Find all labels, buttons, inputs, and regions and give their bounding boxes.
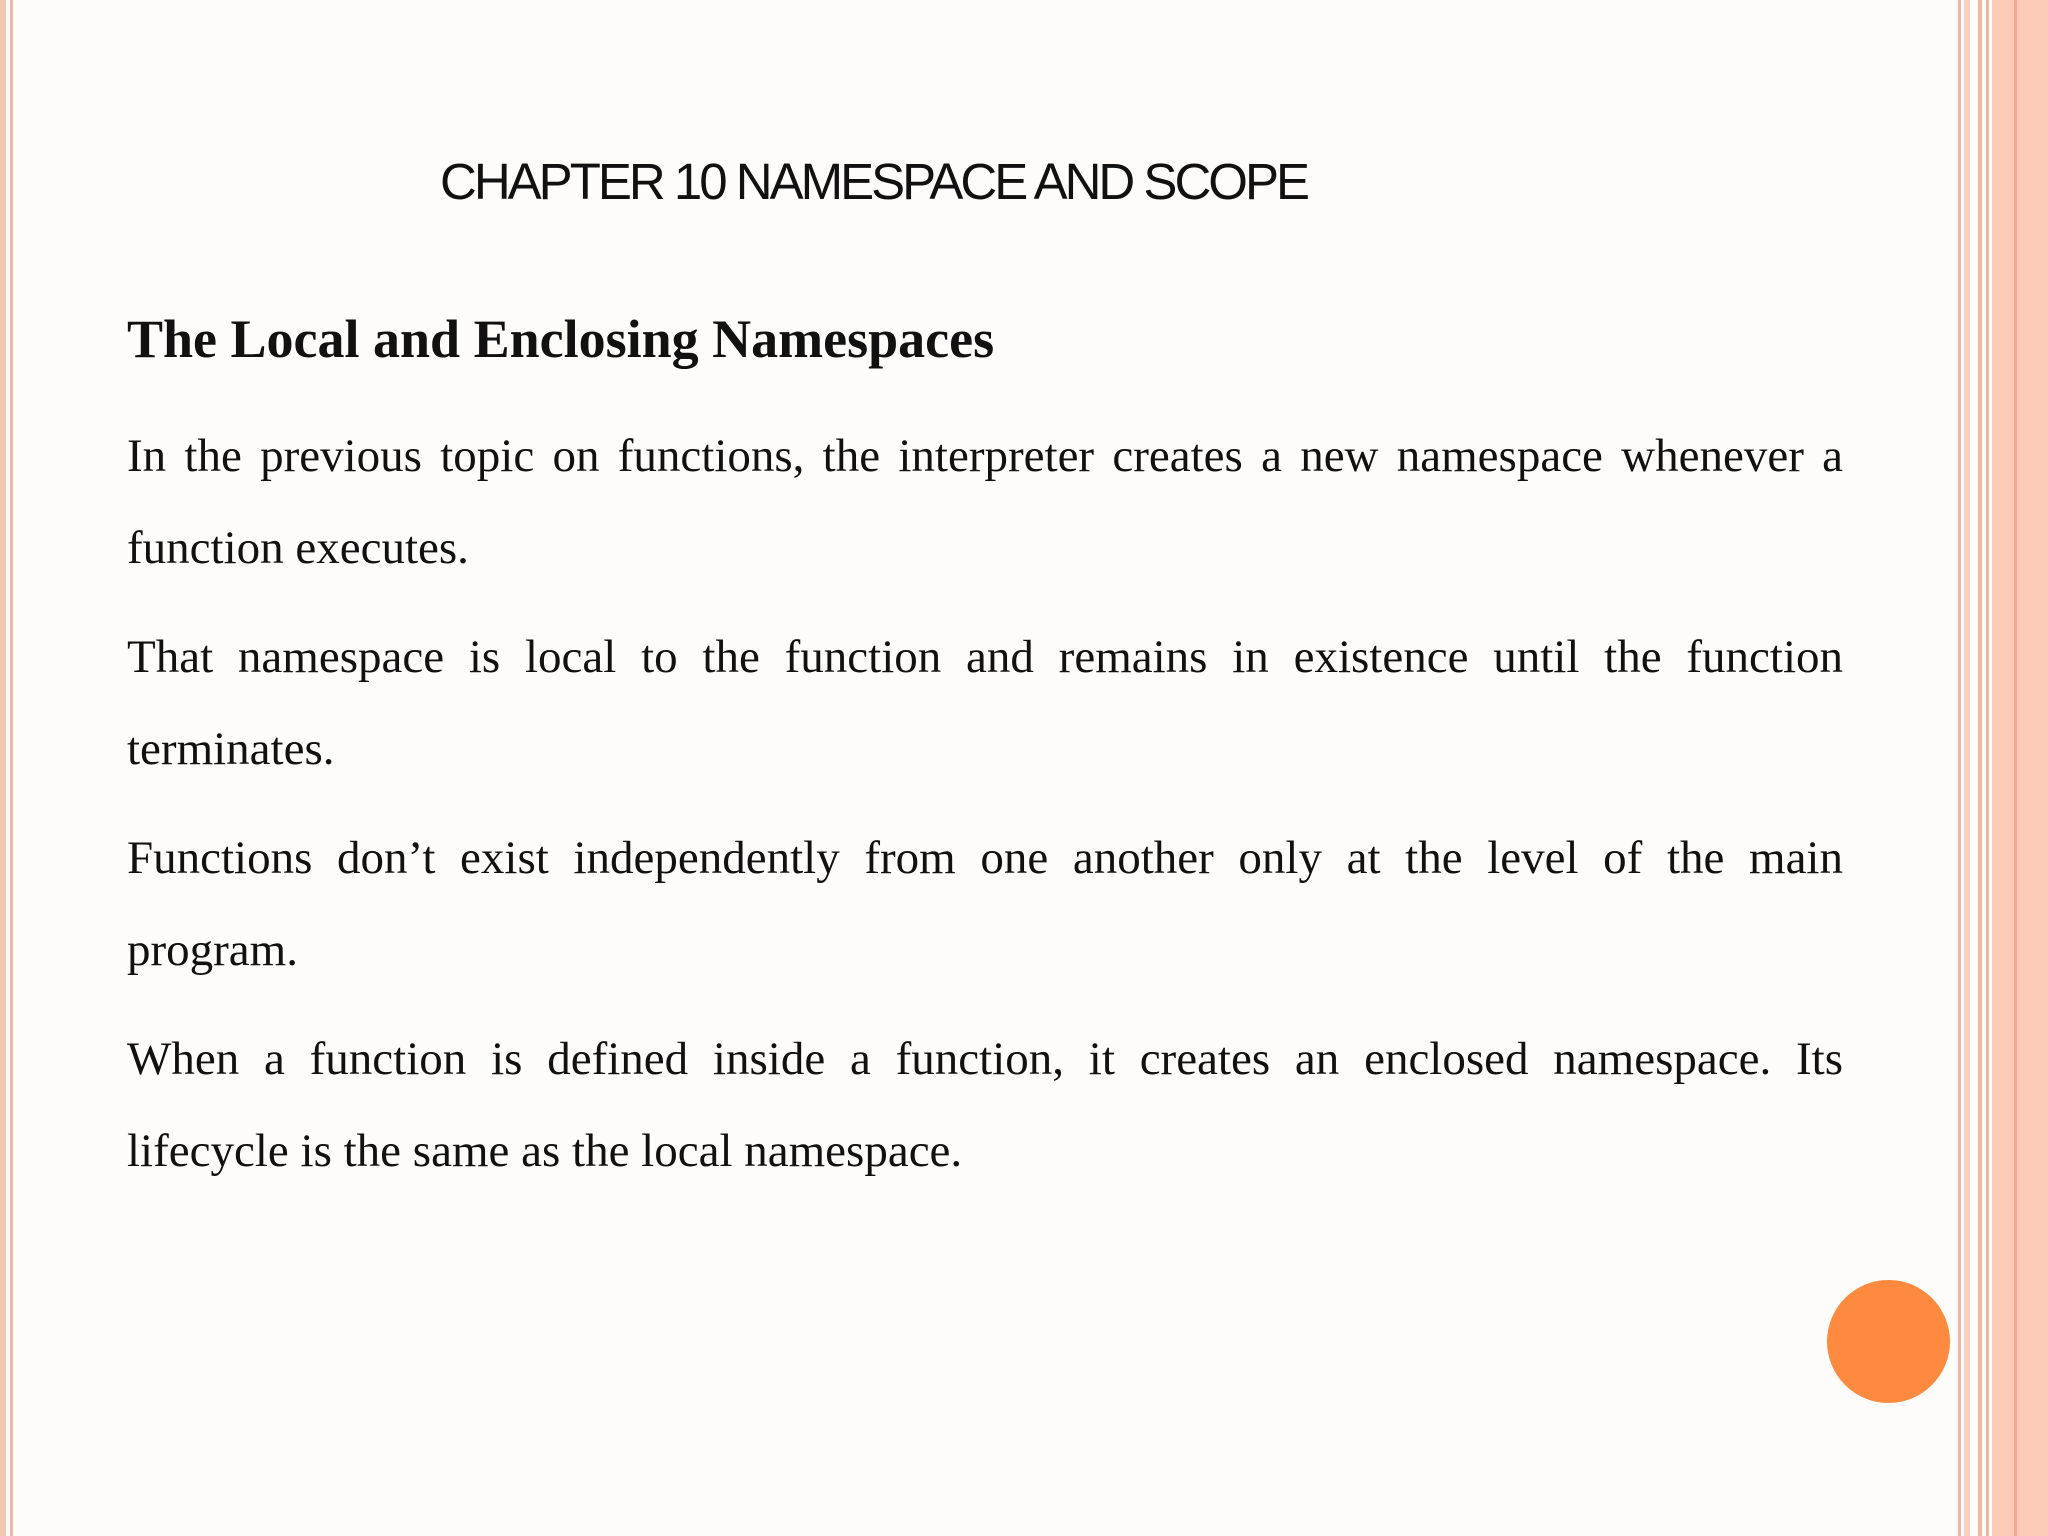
left-border-stripe-inner bbox=[10, 0, 13, 1536]
body-paragraph: When a function is defined inside a function, it creates an enclosed namespace. Its lifecycle is the same as the local namespace. bbox=[127, 1033, 1843, 1177]
right-border-stripe bbox=[2014, 0, 2017, 1536]
body-paragraph: That namespace is local to the function and remains in existence until the function terminates. bbox=[127, 631, 1843, 775]
right-border-stripe bbox=[1958, 0, 1961, 1536]
right-border-stripe bbox=[1964, 0, 1970, 1536]
left-border-stripe bbox=[0, 0, 6, 1536]
body-paragraph: Functions don’t exist independently from one another only at the level of the main program. bbox=[127, 832, 1843, 976]
right-border-band bbox=[1992, 0, 2048, 1536]
right-border-stripe bbox=[1978, 0, 1982, 1536]
section-heading: The Local and Enclosing Namespaces bbox=[127, 309, 995, 369]
orange-circle-decoration bbox=[1827, 1280, 1950, 1403]
body-paragraph: In the previous topic on functions, the interpreter creates a new namespace whenever a function executes. bbox=[127, 430, 1843, 574]
right-border-stripe bbox=[1986, 0, 1989, 1536]
slide-title: CHAPTER 10 NAMESPACE AND SCOPE bbox=[440, 153, 1307, 210]
